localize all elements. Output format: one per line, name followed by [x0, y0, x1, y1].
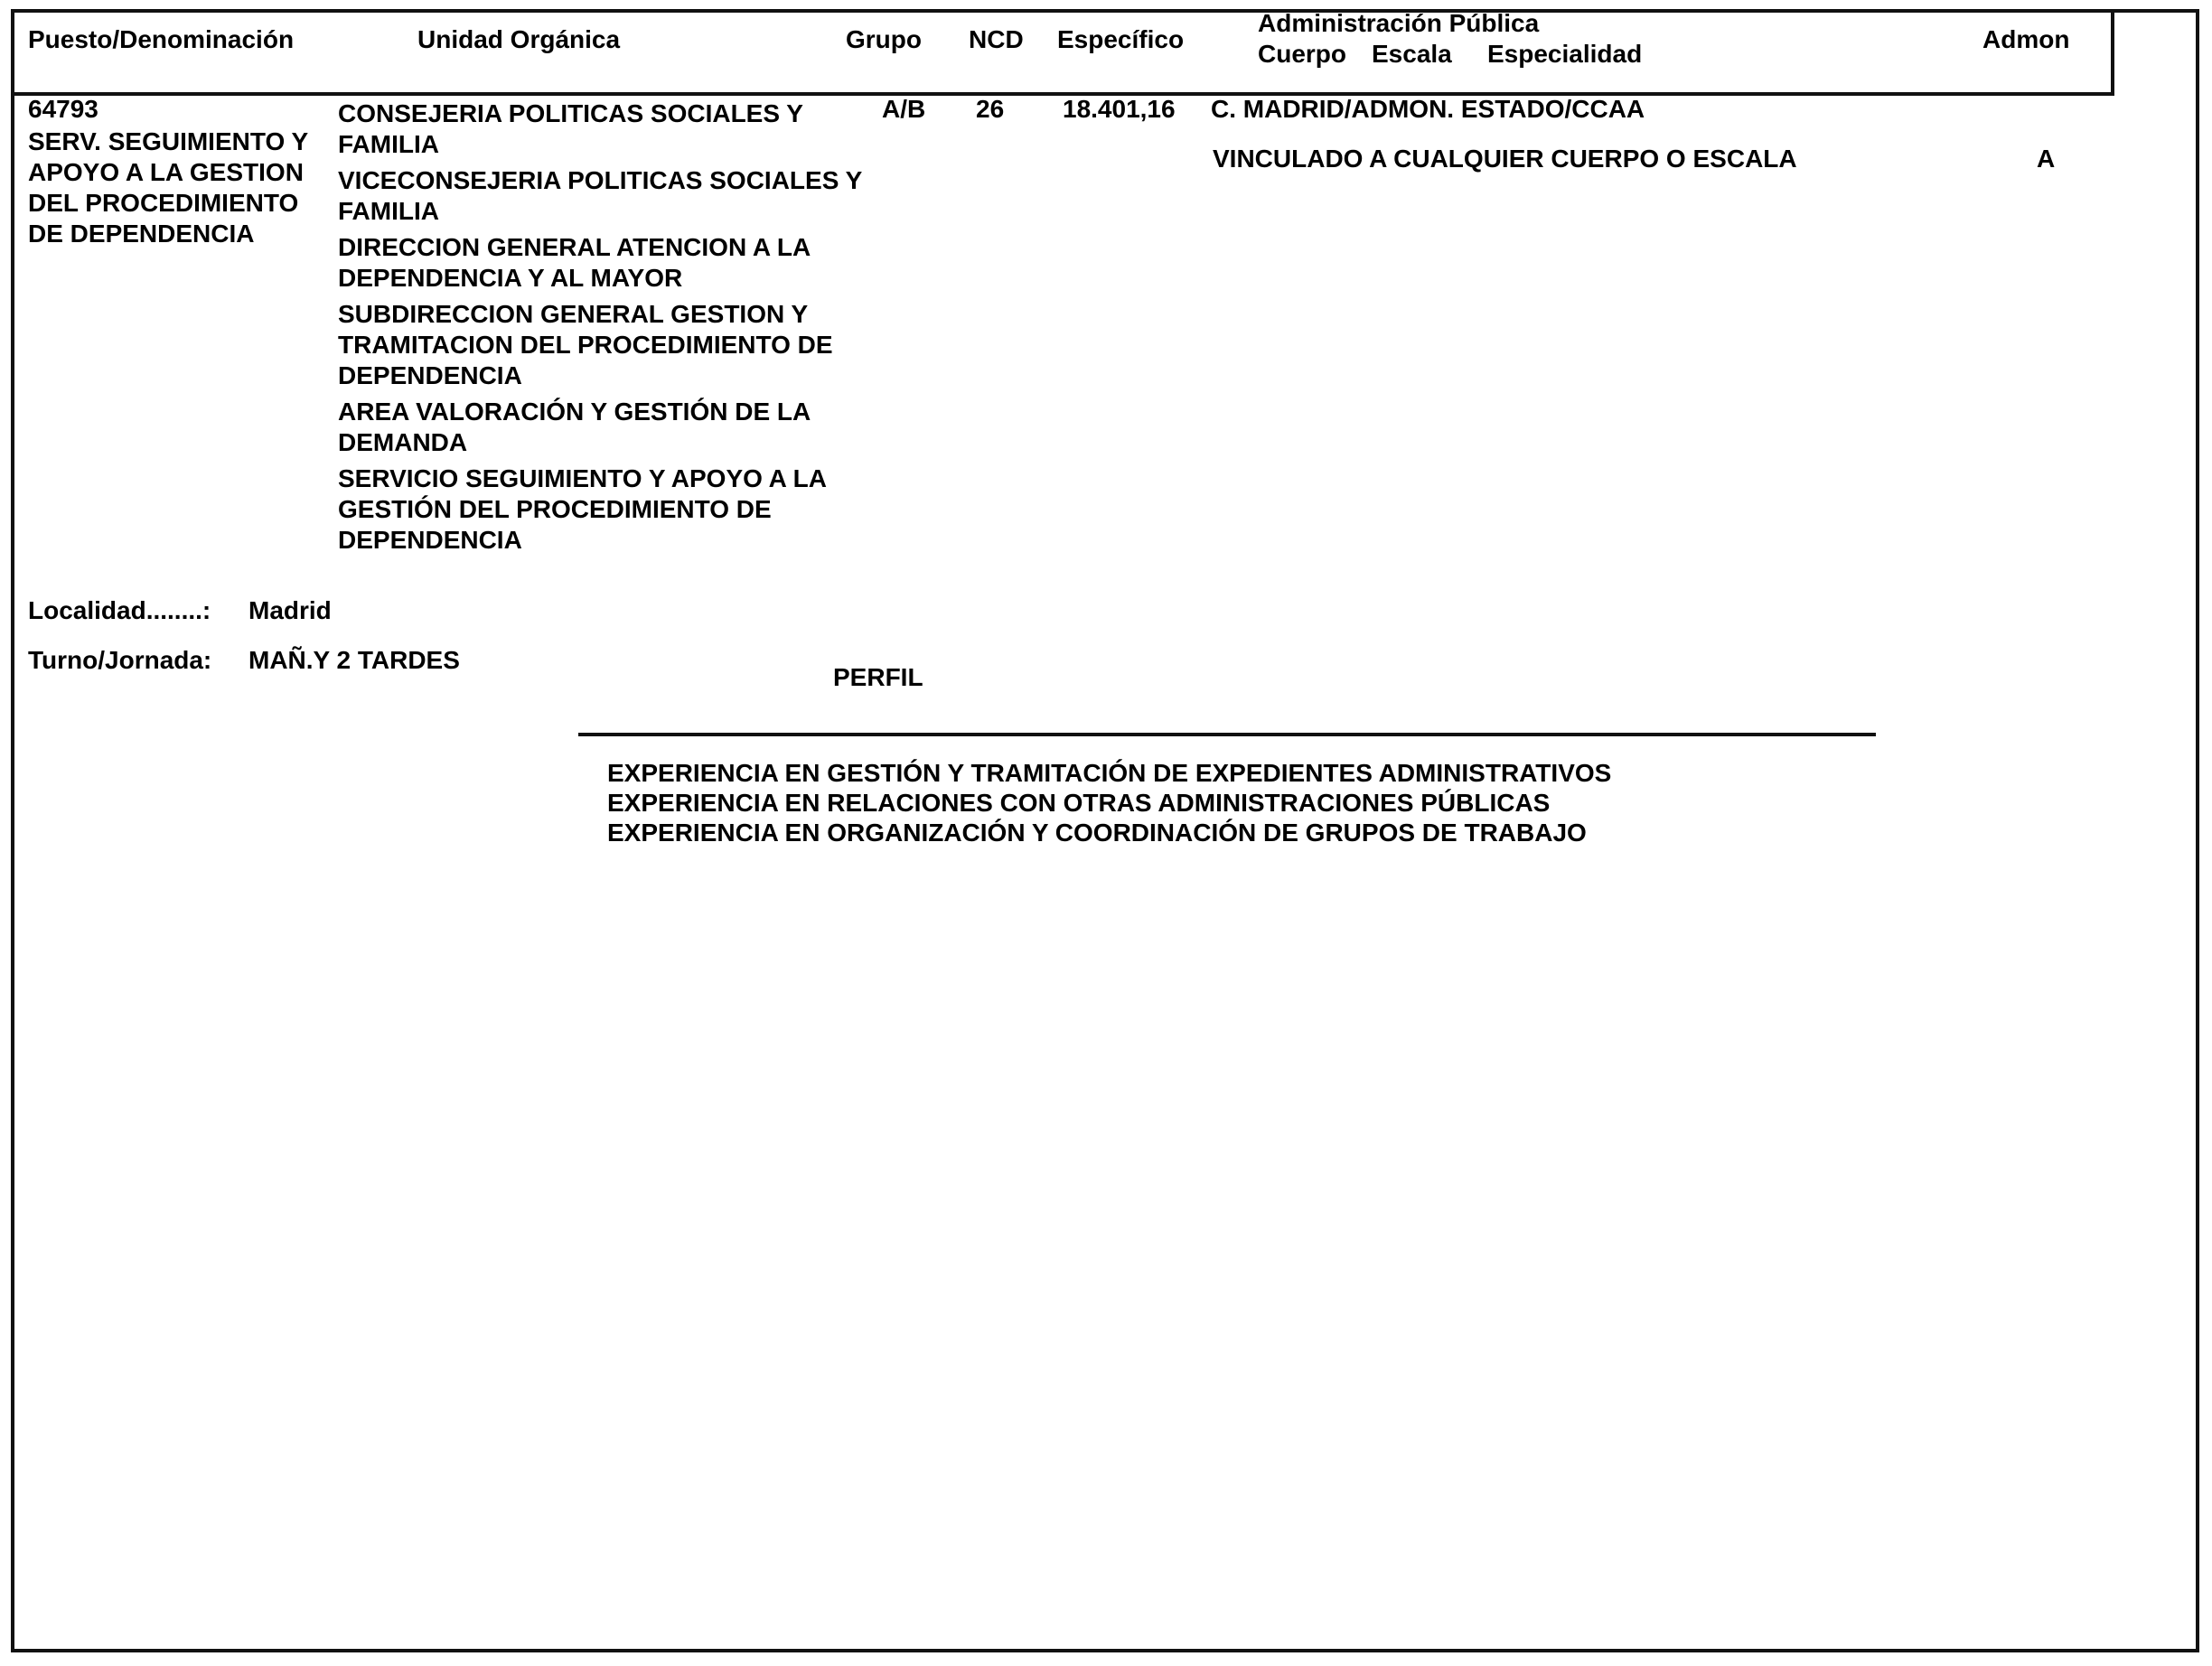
perfil-line: EXPERIENCIA EN GESTIÓN Y TRAMITACIÓN DE EXPEDIENTES ADMINISTRATIVOS	[607, 759, 1612, 787]
perfil-list	[607, 758, 1611, 847]
unidad-item: SUBDIRECCION GENERAL GESTION Y TRAMITACION DEL PROCEDIMIENTO DE DEPENDENCIA	[338, 300, 833, 389]
header-unidad: Unidad Orgánica	[417, 25, 621, 53]
header-admon: Admon	[1982, 25, 2070, 53]
especifico-value: 18.401,16	[1063, 95, 1176, 123]
ncd-value: 26	[976, 95, 1005, 123]
grupo-value: A/B	[882, 95, 926, 123]
cuerpo-escala-value: VINCULADO A CUALQUIER CUERPO O ESCALA	[1213, 145, 1797, 173]
header-especialidad: Especialidad	[1487, 40, 1643, 68]
perfil-line: EXPERIENCIA EN ORGANIZACIÓN Y COORDINACIÓN DE GRUPOS DE TRABAJO	[607, 819, 1587, 847]
puesto-denominacion: SERV. SEGUIMIENTO Y APOYO A LA GESTION DEL PROCEDIMIENTO DE DEPENDENCIA	[28, 127, 308, 248]
header-especifico: Específico	[1057, 25, 1185, 53]
unidad-item: VICECONSEJERIA POLITICAS SOCIALES Y FAMILIA	[338, 166, 862, 225]
header-admin-publica: Administración Pública	[1258, 9, 1540, 37]
admon-value: A	[2037, 145, 2056, 173]
unidad-organica-list	[338, 98, 871, 561]
unidad-item: DIRECCION GENERAL ATENCION A LA DEPENDENCIA Y AL MAYOR	[338, 233, 811, 292]
header-puesto: Puesto/Denominación	[28, 25, 295, 53]
turno-label: Turno/Jornada:	[28, 646, 212, 674]
localidad-label: Localidad........:	[28, 596, 211, 624]
unidad-item: AREA VALORACIÓN Y GESTIÓN DE LA DEMANDA	[338, 398, 811, 456]
unidad-item: SERVICIO SEGUIMIENTO Y APOYO A LA GESTIÓN DEL PROCEDIMIENTO DE DEPENDENCIA	[338, 464, 826, 554]
perfil-line: EXPERIENCIA EN RELACIONES CON OTRAS ADMINISTRACIONES PÚBLICAS	[607, 789, 1551, 817]
turno-value: MAÑ.Y 2 TARDES	[248, 646, 460, 674]
header-grupo: Grupo	[846, 25, 922, 53]
localidad-value: Madrid	[248, 596, 332, 624]
administracion-value: C. MADRID/ADMON. ESTADO/CCAA	[1211, 95, 1645, 123]
perfil-title: PERFIL	[833, 663, 923, 691]
puesto-codigo: 64793	[28, 95, 98, 123]
header-cuerpo: Cuerpo	[1258, 40, 1346, 68]
unidad-item: CONSEJERIA POLITICAS SOCIALES Y FAMILIA	[338, 99, 803, 158]
header-ncd: NCD	[969, 25, 1024, 53]
perfil-divider	[578, 733, 1876, 736]
header-escala: Escala	[1372, 40, 1452, 68]
